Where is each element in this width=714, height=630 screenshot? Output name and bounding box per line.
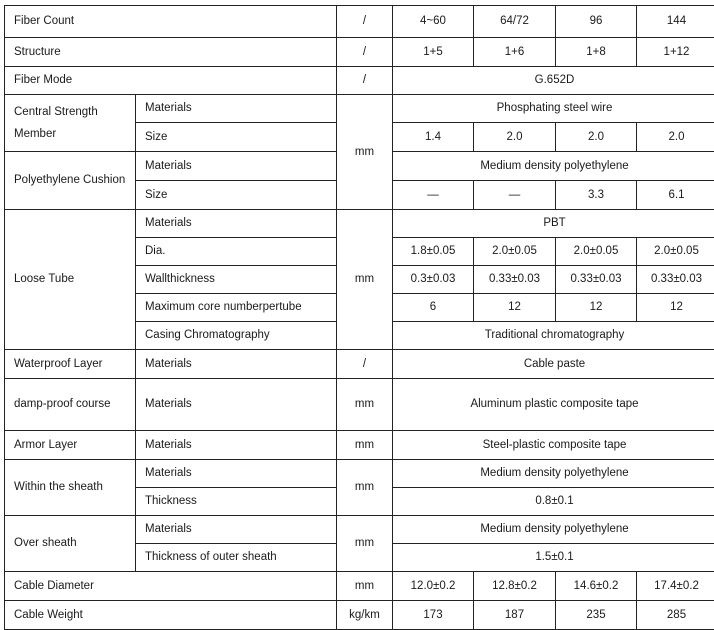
row-group-central-strength-member: Central Strength Member: [5, 95, 136, 152]
cell-loose-tube-casing-value: Traditional chromatography: [393, 322, 714, 350]
cell-pc-size-4: 6.1: [637, 181, 714, 210]
table-row: [5, 6, 714, 38]
row-sub-waterproof-layer-materials: Materials: [136, 350, 337, 379]
row-unit-cable-diameter: mm: [337, 572, 393, 601]
cell-pc-size-3: 3.3: [556, 181, 637, 210]
table-row: [5, 38, 714, 67]
row-sub-loose-tube-materials: Materials: [136, 210, 337, 238]
row-sub-polyethylene-cushion-size: Size: [136, 181, 337, 210]
row-group-damp-proof-course: damp-proof course: [5, 379, 136, 431]
cell-csm-size-4: 2.0: [637, 123, 714, 152]
cell-over-sheath-thickness-value: 1.5±0.1: [393, 544, 714, 572]
cell-cable-diameter-2: 12.8±0.2: [474, 572, 556, 601]
cell-central-strength-member-materials-value: Phosphating steel wire: [393, 95, 714, 123]
row-unit-loose-tube: mm: [337, 210, 393, 350]
row-label-cable-diameter: Cable Diameter: [5, 572, 337, 601]
cell-armor-layer-value: Steel-plastic composite tape: [393, 431, 714, 460]
cell-structure-2: 1+6: [474, 38, 556, 67]
row-unit-fiber-count: /: [337, 6, 393, 38]
cell-structure-3: 1+8: [556, 38, 637, 67]
cell-fiber-count-2: 64/72: [474, 6, 556, 38]
cell-lt-dia-1: 1.8±0.05: [393, 238, 474, 266]
row-sub-damp-proof-course-materials: Materials: [136, 379, 337, 431]
cell-cable-weight-2: 187: [474, 601, 556, 630]
table-row: [5, 431, 714, 460]
row-group-loose-tube: Loose Tube: [5, 210, 136, 350]
cell-structure-1: 1+5: [393, 38, 474, 67]
row-unit-fiber-mode: /: [337, 67, 393, 95]
row-sub-polyethylene-cushion-materials: Materials: [136, 152, 337, 181]
cell-lt-mc-4: 12: [637, 294, 714, 322]
row-label-cable-weight: Cable Weight: [5, 601, 337, 630]
cable-specification-table: [4, 5, 714, 630]
cell-lt-mc-3: 12: [556, 294, 637, 322]
row-group-polyethylene-cushion: Polyethylene Cushion: [5, 152, 136, 210]
row-group-over-sheath: Over sheath: [5, 516, 136, 572]
cell-cable-weight-3: 235: [556, 601, 637, 630]
cell-fiber-mode-value: G.652D: [393, 67, 714, 95]
cell-csm-size-1: 1.4: [393, 123, 474, 152]
cell-cable-weight-4: 285: [637, 601, 714, 630]
cell-lt-dia-4: 2.0±0.05: [637, 238, 714, 266]
cell-structure-4: 1+12: [637, 38, 714, 67]
row-unit-structure: /: [337, 38, 393, 67]
cell-lt-mc-2: 12: [474, 294, 556, 322]
cell-lt-wt-4: 0.33±0.03: [637, 266, 714, 294]
table-row: [5, 460, 714, 488]
cell-waterproof-layer-value: Cable paste: [393, 350, 714, 379]
cell-lt-mc-1: 6: [393, 294, 474, 322]
row-label-structure: Structure: [5, 38, 337, 67]
cell-fiber-count-4: 144: [637, 6, 714, 38]
row-sub-loose-tube-max-core: Maximum core numberpertube: [136, 294, 337, 322]
row-unit-waterproof-layer: /: [337, 350, 393, 379]
row-unit-damp-proof-course: mm: [337, 379, 393, 431]
cell-damp-proof-course-value: Aluminum plastic composite tape: [393, 379, 714, 431]
row-sub-over-sheath-thickness: Thickness of outer sheath: [136, 544, 337, 572]
row-sub-central-strength-member-materials: Materials: [136, 95, 337, 123]
row-sub-within-the-sheath-materials: Materials: [136, 460, 337, 488]
table-row: [5, 572, 714, 601]
cell-cable-weight-1: 173: [393, 601, 474, 630]
cell-polyethylene-cushion-materials-value: Medium density polyethylene: [393, 152, 714, 181]
table-row: [5, 601, 714, 630]
row-sub-within-the-sheath-thickness: Thickness: [136, 488, 337, 516]
cell-pc-size-1: —: [393, 181, 474, 210]
cell-pc-size-2: —: [474, 181, 556, 210]
cell-fiber-count-1: 4~60: [393, 6, 474, 38]
row-sub-loose-tube-wallthickness: Wallthickness: [136, 266, 337, 294]
table-row: [5, 350, 714, 379]
table-row: [5, 516, 714, 544]
cell-over-sheath-materials-value: Medium density polyethylene: [393, 516, 714, 544]
cell-lt-wt-3: 0.33±0.03: [556, 266, 637, 294]
row-unit-over-sheath: mm: [337, 516, 393, 572]
row-group-within-the-sheath: Within the sheath: [5, 460, 136, 516]
row-unit-cable-weight: kg/km: [337, 601, 393, 630]
cell-within-the-sheath-thickness-value: 0.8±0.1: [393, 488, 714, 516]
row-label-fiber-count: Fiber Count: [5, 6, 337, 38]
cell-lt-wt-2: 0.33±0.03: [474, 266, 556, 294]
cell-cable-diameter-3: 14.6±0.2: [556, 572, 637, 601]
cell-csm-size-2: 2.0: [474, 123, 556, 152]
row-sub-armor-layer-materials: Materials: [136, 431, 337, 460]
cell-within-the-sheath-materials-value: Medium density polyethylene: [393, 460, 714, 488]
row-unit-central-strength-member: mm: [337, 95, 393, 210]
row-sub-loose-tube-dia: Dia.: [136, 238, 337, 266]
row-sub-loose-tube-casing-chromatography: Casing Chromatography: [136, 322, 337, 350]
row-group-armor-layer: Armor Layer: [5, 431, 136, 460]
cell-csm-size-3: 2.0: [556, 123, 637, 152]
cell-cable-diameter-1: 12.0±0.2: [393, 572, 474, 601]
table-row: [5, 210, 714, 238]
cell-lt-dia-3: 2.0±0.05: [556, 238, 637, 266]
cell-cable-diameter-4: 17.4±0.2: [637, 572, 714, 601]
table-row: [5, 67, 714, 95]
row-sub-central-strength-member-size: Size: [136, 123, 337, 152]
row-unit-armor-layer: mm: [337, 431, 393, 460]
row-group-waterproof-layer: Waterproof Layer: [5, 350, 136, 379]
table-row: [5, 379, 714, 431]
cell-lt-dia-2: 2.0±0.05: [474, 238, 556, 266]
row-sub-over-sheath-materials: Materials: [136, 516, 337, 544]
row-label-fiber-mode: Fiber Mode: [5, 67, 337, 95]
cell-lt-wt-1: 0.3±0.03: [393, 266, 474, 294]
table-row: [5, 95, 714, 123]
row-unit-within-the-sheath: mm: [337, 460, 393, 516]
cell-fiber-count-3: 96: [556, 6, 637, 38]
cell-loose-tube-materials-value: PBT: [393, 210, 714, 238]
